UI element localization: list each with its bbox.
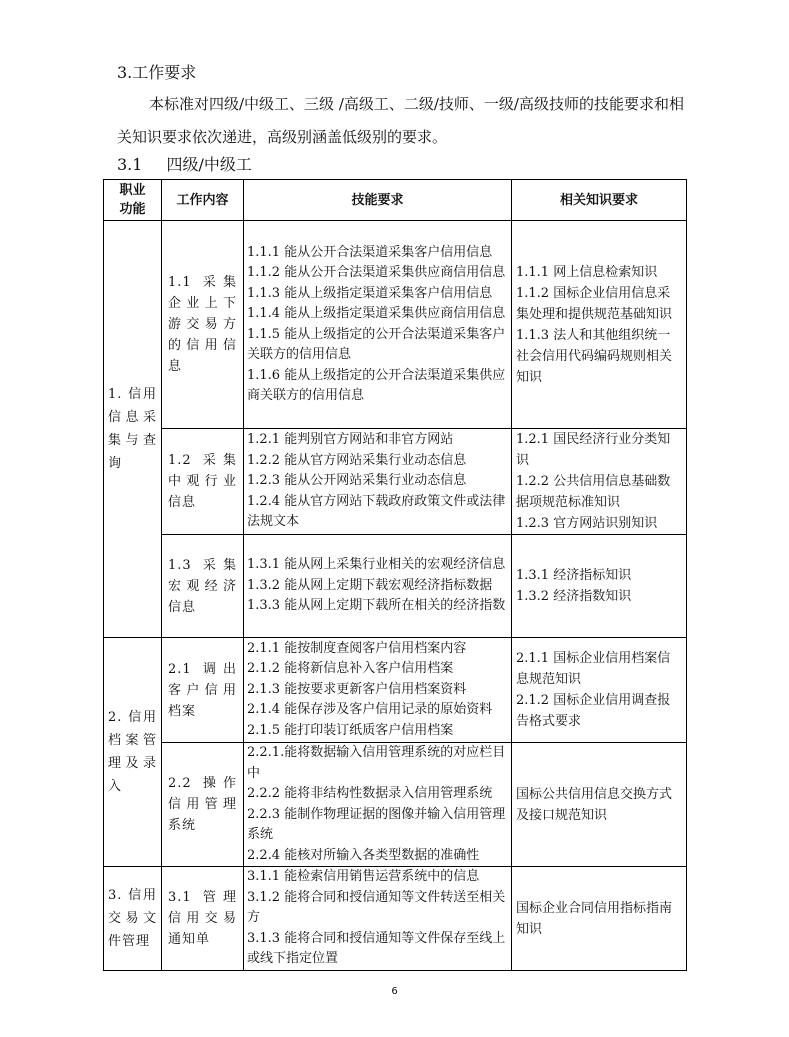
skills-cell bbox=[244, 535, 512, 638]
knowledge-item: 1.2.2 公共信用信息基础数据项规范标准知识 bbox=[516, 474, 671, 510]
function-cell: 3. 信用交易文件管理 bbox=[104, 867, 162, 971]
skill-item: 1.1.5 能从上级指定的公开合法渠道采集客户关联方的信用信息 bbox=[247, 326, 506, 362]
knowledge-cell bbox=[512, 743, 687, 867]
skill-item: 2.2.4 能核对所输入各类型数据的准确性 bbox=[247, 847, 480, 863]
skill-item: 1.2.2 能从官方网站采集行业动态信息 bbox=[247, 452, 467, 468]
knowledge-item: 1.2.1 国民经济行业分类知识 bbox=[516, 432, 671, 468]
knowledge-item: 1.3.1 经济指标知识 bbox=[516, 568, 632, 583]
header-function: 职业功能 bbox=[104, 180, 162, 221]
content-cell: 1.1 采集企业上下游交易方的信用信息 bbox=[162, 221, 244, 429]
skill-item: 2.1.4 能保存涉及客户信用记录的原始资料 bbox=[247, 702, 493, 718]
skills-cell bbox=[244, 867, 512, 971]
content-cell: 1.3 采集宏观经济信息 bbox=[162, 535, 244, 638]
knowledge-item: 1.1.3 法人和其他组织统一社会信用代码编码规则相关知识 bbox=[516, 327, 673, 385]
knowledge-cell bbox=[512, 221, 687, 429]
subsection-number: 3.1 bbox=[117, 155, 143, 174]
skill-item: 1.1.2 能从公开合法渠道采集供应商信用信息 bbox=[247, 265, 506, 280]
header-knowledge: 相关知识要求 bbox=[512, 180, 687, 221]
page-number: 6 bbox=[391, 986, 398, 997]
function-cell: 1. 信用信息采集与查询 bbox=[104, 221, 162, 638]
skill-item: 1.1.4 能从上级指定渠道采集供应商信用信息 bbox=[247, 306, 506, 321]
function-cell: 2. 信用档案管理及录入 bbox=[104, 638, 162, 867]
header-content: 工作内容 bbox=[162, 180, 244, 221]
subsection-title: 四级/中级工 bbox=[166, 155, 252, 174]
table-row bbox=[104, 221, 687, 429]
skill-item: 2.1.1 能按制度查阅客户信用档案内容 bbox=[247, 640, 467, 656]
skill-item: 1.3.3 能从网上定期下载所在相关的经济指数 bbox=[247, 598, 506, 614]
knowledge-item: 1.3.2 经济指数知识 bbox=[516, 589, 632, 604]
knowledge-cell bbox=[512, 638, 687, 743]
skills-cell bbox=[244, 638, 512, 743]
knowledge-item: 国标公共信用信息交换方式及接口规范知识 bbox=[516, 786, 673, 823]
subsection-heading bbox=[117, 152, 252, 175]
skill-item: 2.2.3 能制作物理证据的图像并输入信用管理系统 bbox=[247, 806, 506, 842]
content-cell: 1.2 采集中观行业信息 bbox=[162, 429, 244, 535]
table-row bbox=[104, 429, 687, 535]
skills-cell bbox=[244, 743, 512, 867]
header-skills: 技能要求 bbox=[244, 180, 512, 221]
table-header-row bbox=[104, 180, 687, 221]
knowledge-cell bbox=[512, 535, 687, 638]
content-cell: 3.1 管理信用交易通知单 bbox=[162, 867, 244, 971]
knowledge-item: 1.1.2 国标企业信用信息采集处理和提供规范基础知识 bbox=[516, 285, 673, 322]
skills-cell bbox=[244, 221, 512, 429]
table-row bbox=[104, 638, 687, 743]
skill-item: 3.1.1 能检索信用销售运营系统中的信息 bbox=[247, 869, 480, 885]
skills-cell bbox=[244, 429, 512, 535]
skill-item: 2.1.2 能将新信息补入客户信用档案 bbox=[247, 661, 454, 677]
skill-item: 1.3.2 能从网上定期下载宏观经济指标数据 bbox=[247, 577, 493, 593]
skill-item: 2.2.2 能将非结构性数据录入信用管理系统 bbox=[247, 786, 493, 801]
skill-item: 1.1.3 能从上级指定渠道采集客户信用信息 bbox=[247, 285, 493, 301]
skill-item: 1.1.1 能从公开合法渠道采集客户信用信息 bbox=[247, 244, 493, 260]
skill-item: 1.2.3 能从公开网站采集行业动态信息 bbox=[247, 473, 467, 489]
knowledge-item: 2.1.1 国标企业信用档案信息规范知识 bbox=[516, 651, 671, 687]
skill-item: 3.1.2 能将合同和授信通知等文件转送至相关方 bbox=[247, 889, 506, 926]
table-row bbox=[104, 743, 687, 867]
table-row bbox=[104, 535, 687, 638]
skill-item: 2.1.5 能打印装订纸质客户信用档案 bbox=[247, 722, 454, 738]
knowledge-item: 1.1.1 网上信息检索知识 bbox=[516, 264, 658, 280]
skill-item: 1.2.1 能判别官方网站和非官方网站 bbox=[247, 432, 454, 448]
skill-item: 1.2.4 能从官方网站下载政府政策文件或法律法规文本 bbox=[247, 493, 506, 530]
table-row bbox=[104, 867, 687, 971]
intro-paragraph: 本标准对四级/中级工、三级 /高级工、二级/技师、一级/高级技师的技能要求和相关知识要求依次递进，高级别涵盖低级别的要求。 bbox=[117, 95, 684, 146]
knowledge-item: 国标企业合同信用指标指南知识 bbox=[516, 900, 673, 937]
knowledge-item: 2.1.2 国标企业信用调查报告格式要求 bbox=[516, 693, 671, 729]
knowledge-cell bbox=[512, 867, 687, 971]
content-cell: 2.2 操作信用管理系统 bbox=[162, 743, 244, 867]
skill-item: 1.1.6 能从上级指定的公开合法渠道采集供应商关联方的信用信息 bbox=[247, 367, 506, 403]
content-cell: 2.1 调出客户信用档案 bbox=[162, 638, 244, 743]
knowledge-item: 1.2.3 官方网站识别知识 bbox=[516, 516, 658, 531]
skill-item: 2.2.1.能将数据输入信用管理系统的对应栏目中 bbox=[247, 745, 506, 781]
skill-item: 2.1.3 能按要求更新客户信用档案资料 bbox=[247, 681, 467, 697]
section-title: 3.工作要求 bbox=[117, 63, 197, 82]
knowledge-cell bbox=[512, 429, 687, 535]
requirements-table bbox=[103, 179, 687, 971]
skill-item: 1.3.1 能从网上采集行业相关的宏观经济信息 bbox=[247, 557, 506, 573]
skill-item: 3.1.3 能将合同和授信通知等文件保存至线上或线下指定位置 bbox=[247, 930, 506, 967]
